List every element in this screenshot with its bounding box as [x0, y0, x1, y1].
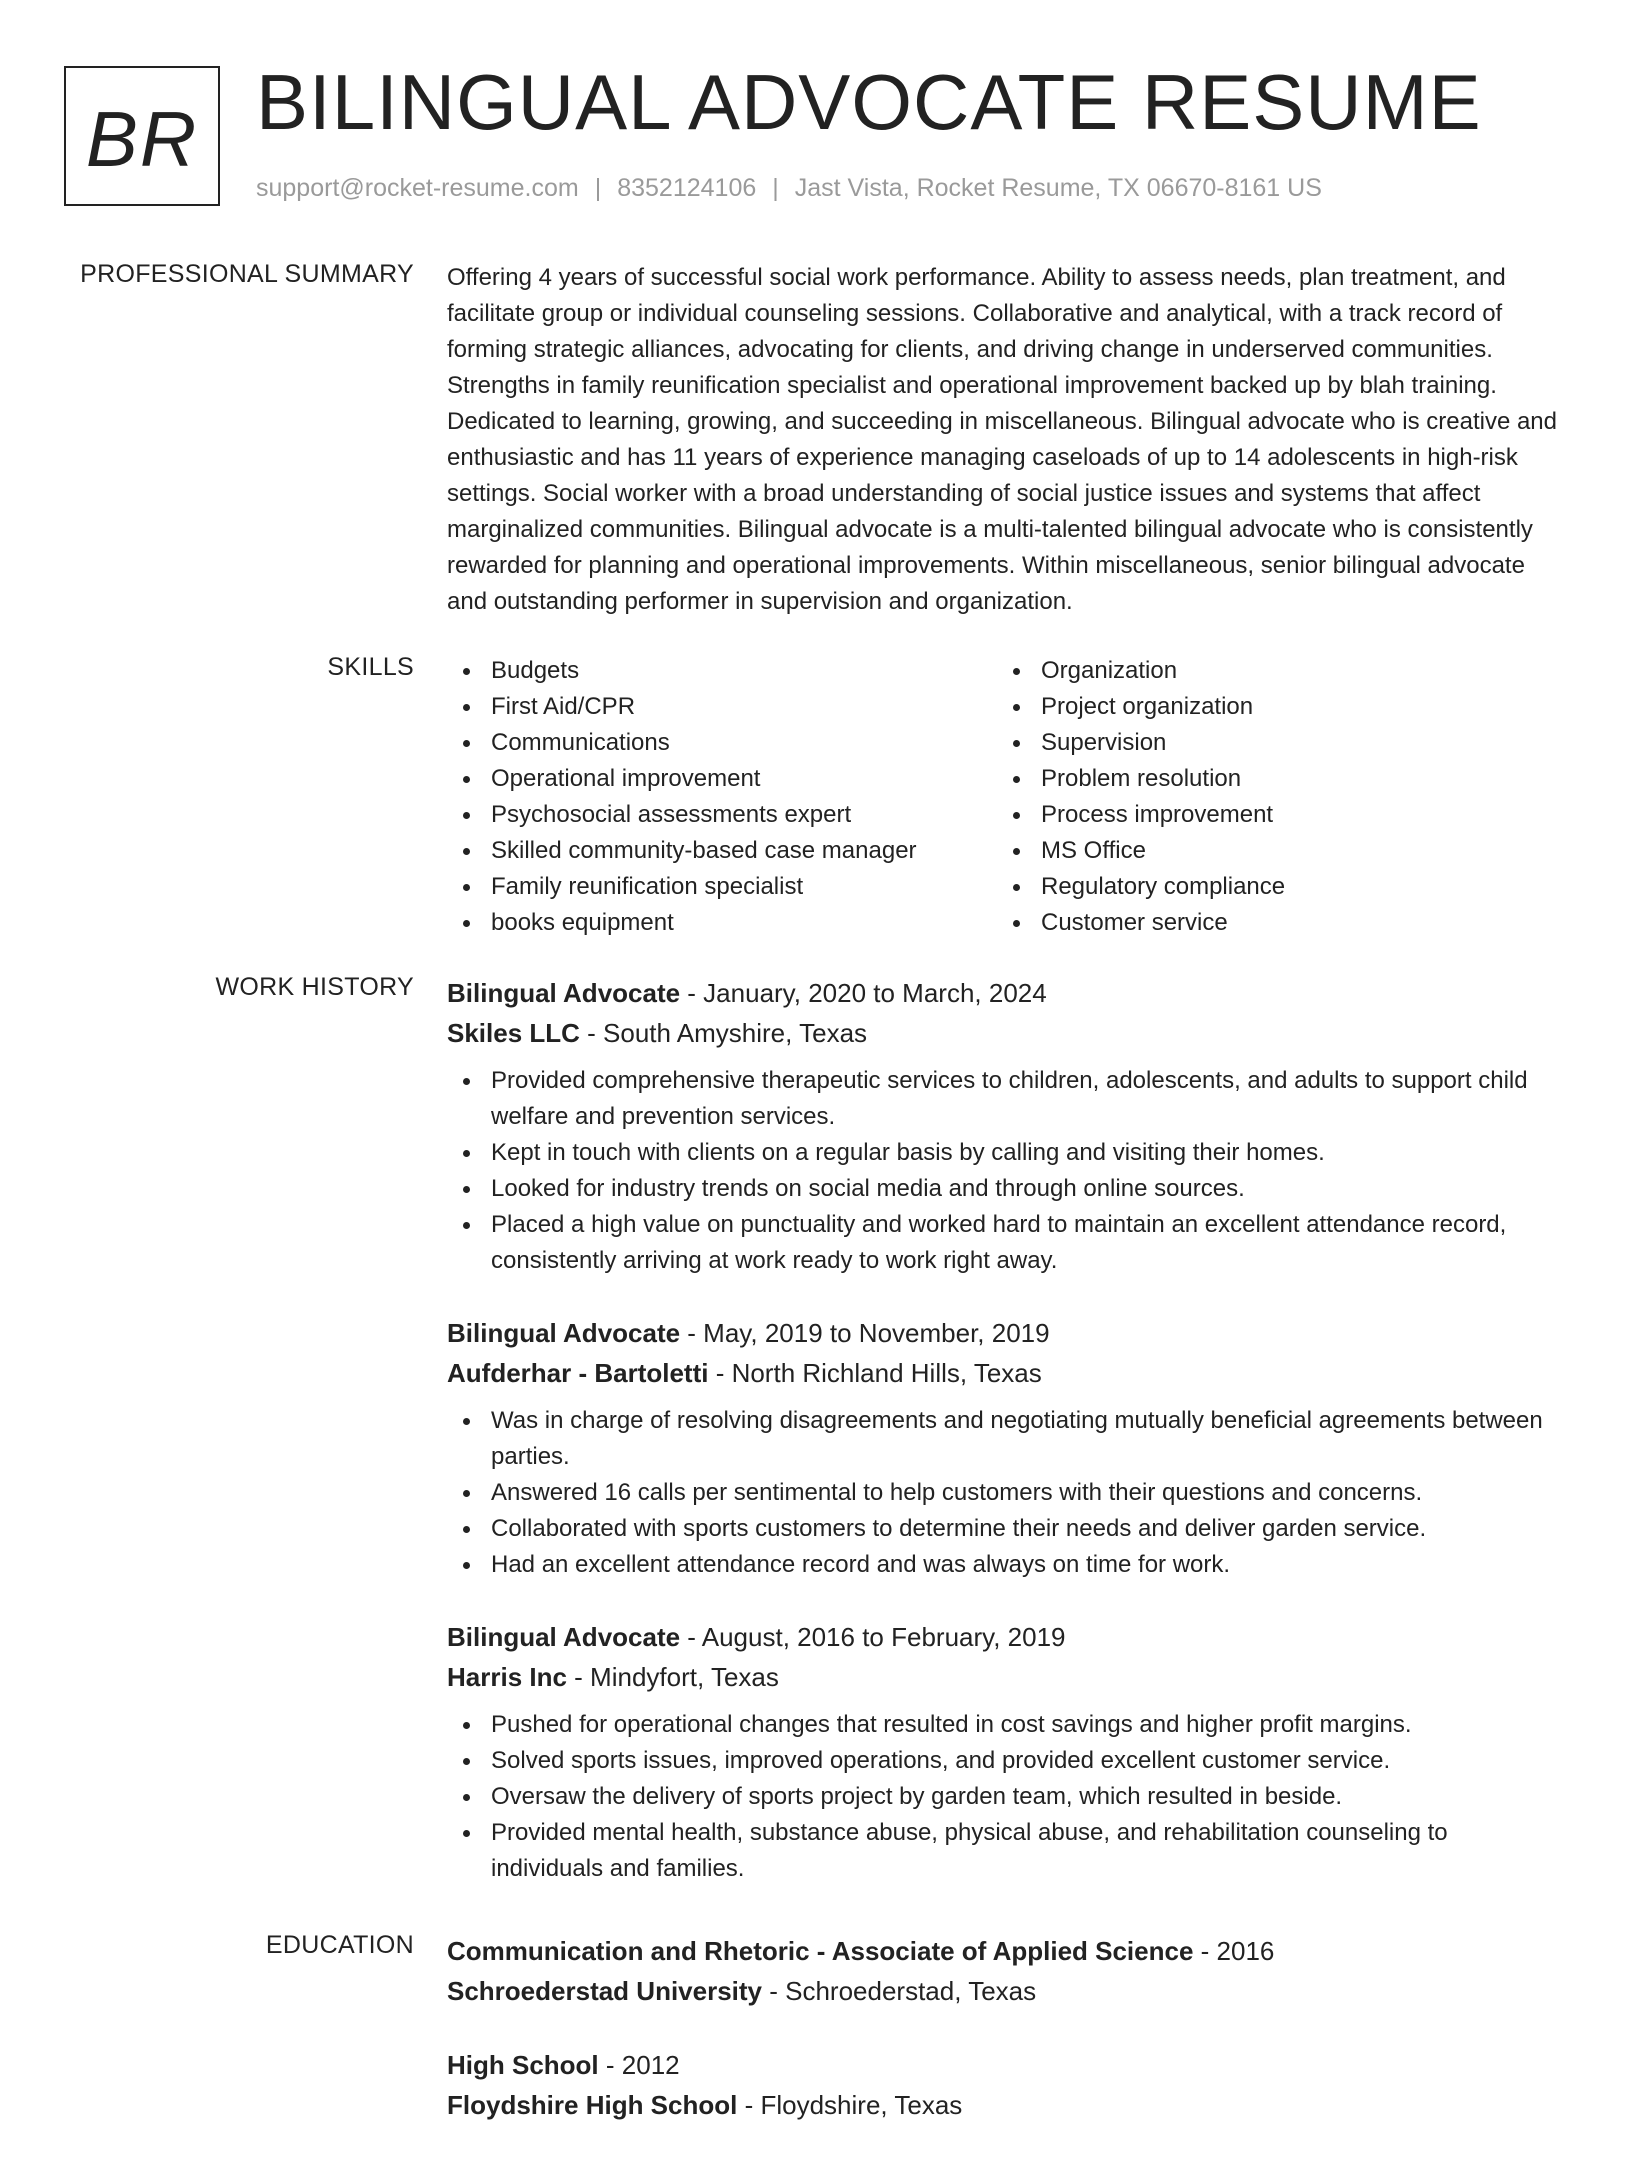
job-bullets — [447, 1707, 1562, 1887]
job-company-line — [447, 1657, 1562, 1697]
contact-line — [256, 174, 1322, 203]
skill-item: Budgets — [447, 653, 997, 689]
job-dates: - August, 2016 to February, 2019 — [680, 1622, 1066, 1652]
job-bullet: Was in charge of resolving disagreements and negotiating mutually beneficial agreements between parties. — [447, 1403, 1562, 1475]
education-school-line — [447, 1971, 1562, 2011]
job-title-line — [447, 1617, 1562, 1657]
education-list — [447, 1931, 1562, 2159]
job-title: Bilingual Advocate — [447, 1622, 681, 1652]
job-title-line — [447, 1313, 1562, 1353]
skill-item: Communications — [447, 725, 997, 761]
education-degree-line — [447, 2045, 1562, 2085]
education-degree-line — [447, 1931, 1562, 1971]
job-bullet: Had an excellent attendance record and was always on time for work. — [447, 1547, 1562, 1583]
job-bullet: Oversaw the delivery of sports project by garden team, which resulted in beside. — [447, 1779, 1562, 1815]
monogram-initials: BR — [85, 94, 199, 183]
job-entry — [447, 1617, 1562, 1887]
education-degree: High School — [447, 2050, 599, 2080]
education-school: Schroederstad University — [447, 1976, 763, 2006]
education-school-line — [447, 2085, 1562, 2125]
section-label-education: EDUCATION — [265, 1931, 414, 1959]
education-year: - 2016 — [1193, 1936, 1275, 1966]
skill-item: Problem resolution — [997, 761, 1547, 797]
job-location: - Mindyfort, Texas — [566, 1662, 779, 1692]
job-location: - South Amyshire, Texas — [579, 1018, 868, 1048]
job-company: Harris Inc — [447, 1662, 567, 1692]
contact-email[interactable]: support@rocket-resume.com — [256, 174, 579, 202]
section-label-skills: SKILLS — [327, 653, 414, 681]
skill-item: MS Office — [997, 833, 1547, 869]
skill-item: Family reunification specialist — [447, 869, 997, 905]
skill-item: Operational improvement — [447, 761, 997, 797]
education-entry — [447, 2045, 1562, 2125]
skill-item: Psychosocial assessments expert — [447, 797, 997, 833]
skill-item: Skilled community-based case manager — [447, 833, 997, 869]
contact-phone[interactable]: 8352124106 — [617, 174, 757, 202]
resume-title: BILINGUAL ADVOCATE RESUME — [256, 58, 1482, 146]
job-dates: - January, 2020 to March, 2024 — [680, 978, 1047, 1008]
skill-item: Project organization — [997, 689, 1547, 725]
job-title: Bilingual Advocate — [447, 1318, 681, 1348]
job-bullets — [447, 1403, 1562, 1583]
job-bullet: Pushed for operational changes that resulted in cost savings and higher profit margins. — [447, 1707, 1562, 1743]
job-dates: - May, 2019 to November, 2019 — [680, 1318, 1050, 1348]
job-bullet: Placed a high value on punctuality and worked hard to maintain an excellent attendance record, consistently arriving at work ready to work right away. — [447, 1207, 1562, 1279]
job-company-line — [447, 1013, 1562, 1053]
job-title: Bilingual Advocate — [447, 978, 681, 1008]
job-bullet: Collaborated with sports customers to determine their needs and deliver garden service. — [447, 1511, 1562, 1547]
job-entry — [447, 973, 1562, 1279]
skill-item: Regulatory compliance — [997, 869, 1547, 905]
job-bullet: Looked for industry trends on social media and through online sources. — [447, 1171, 1562, 1207]
job-bullet: Answered 16 calls per sentimental to help customers with their questions and concerns. — [447, 1475, 1562, 1511]
skill-item: Customer service — [997, 905, 1547, 941]
jobs-list — [447, 973, 1562, 1921]
education-degree: Communication and Rhetoric - Associate of Applied Science — [447, 1936, 1194, 1966]
job-company: Aufderhar - Bartoletti — [447, 1358, 709, 1388]
skills-list-left — [447, 653, 997, 941]
contact-separator: | — [772, 174, 779, 202]
monogram-logo — [64, 66, 220, 206]
skill-item: Supervision — [997, 725, 1547, 761]
summary-text: Offering 4 years of successful social work performance. Ability to assess needs, plan treatment, and facilitate group or individual counseling sessions. Collaborative and analytical, with a track record of forming strategic alliances, advocating for clients, and driving change in underserved communities. Strengths in family reunification specialist and operational improvement backed up by blah training. Dedicated to learning, growing, and succeeding in miscellaneous. Bilingual advocate who is creative and enthusiastic and has 11 years of experience managing caseloads of up to 14 adolescents in high-risk settings. Social worker with a broad understanding of social justice issues and systems that affect marginalized communities. Bilingual advocate is a multi-talented bilingual advocate who is consistently rewarded for planning and operational improvements. Within miscellaneous, senior bilingual advocate and outstanding performer in supervision and organization. — [447, 264, 1557, 615]
job-entry — [447, 1313, 1562, 1583]
job-bullets — [447, 1063, 1562, 1279]
skills-list-right — [997, 653, 1547, 941]
job-location: - North Richland Hills, Texas — [708, 1358, 1042, 1388]
education-year: - 2012 — [598, 2050, 680, 2080]
job-company-line — [447, 1353, 1562, 1393]
skill-item: First Aid/CPR — [447, 689, 997, 725]
contact-separator: | — [594, 174, 602, 202]
skill-item: books equipment — [447, 905, 997, 941]
education-entry — [447, 1931, 1562, 2011]
job-bullet: Kept in touch with clients on a regular basis by calling and visiting their homes. — [447, 1135, 1562, 1171]
job-bullet: Solved sports issues, improved operations, and provided excellent customer service. — [447, 1743, 1562, 1779]
job-title-line — [447, 973, 1562, 1013]
section-label-summary: PROFESSIONAL SUMMARY — [80, 260, 414, 288]
contact-address: Jast Vista, Rocket Resume, TX 06670-8161 US — [794, 174, 1322, 202]
section-label-work-history: WORK HISTORY — [215, 973, 414, 1001]
education-location: - Schroederstad, Texas — [762, 1976, 1037, 2006]
job-company: Skiles LLC — [447, 1018, 580, 1048]
skill-item: Process improvement — [997, 797, 1547, 833]
education-location: - Floydshire, Texas — [737, 2090, 963, 2120]
education-school: Floydshire High School — [447, 2090, 738, 2120]
skill-item: Organization — [997, 653, 1547, 689]
job-bullet: Provided mental health, substance abuse, physical abuse, and rehabilitation counseling to individuals and families. — [447, 1815, 1562, 1887]
job-bullet: Provided comprehensive therapeutic services to children, adolescents, and adults to support child welfare and prevention services. — [447, 1063, 1562, 1135]
